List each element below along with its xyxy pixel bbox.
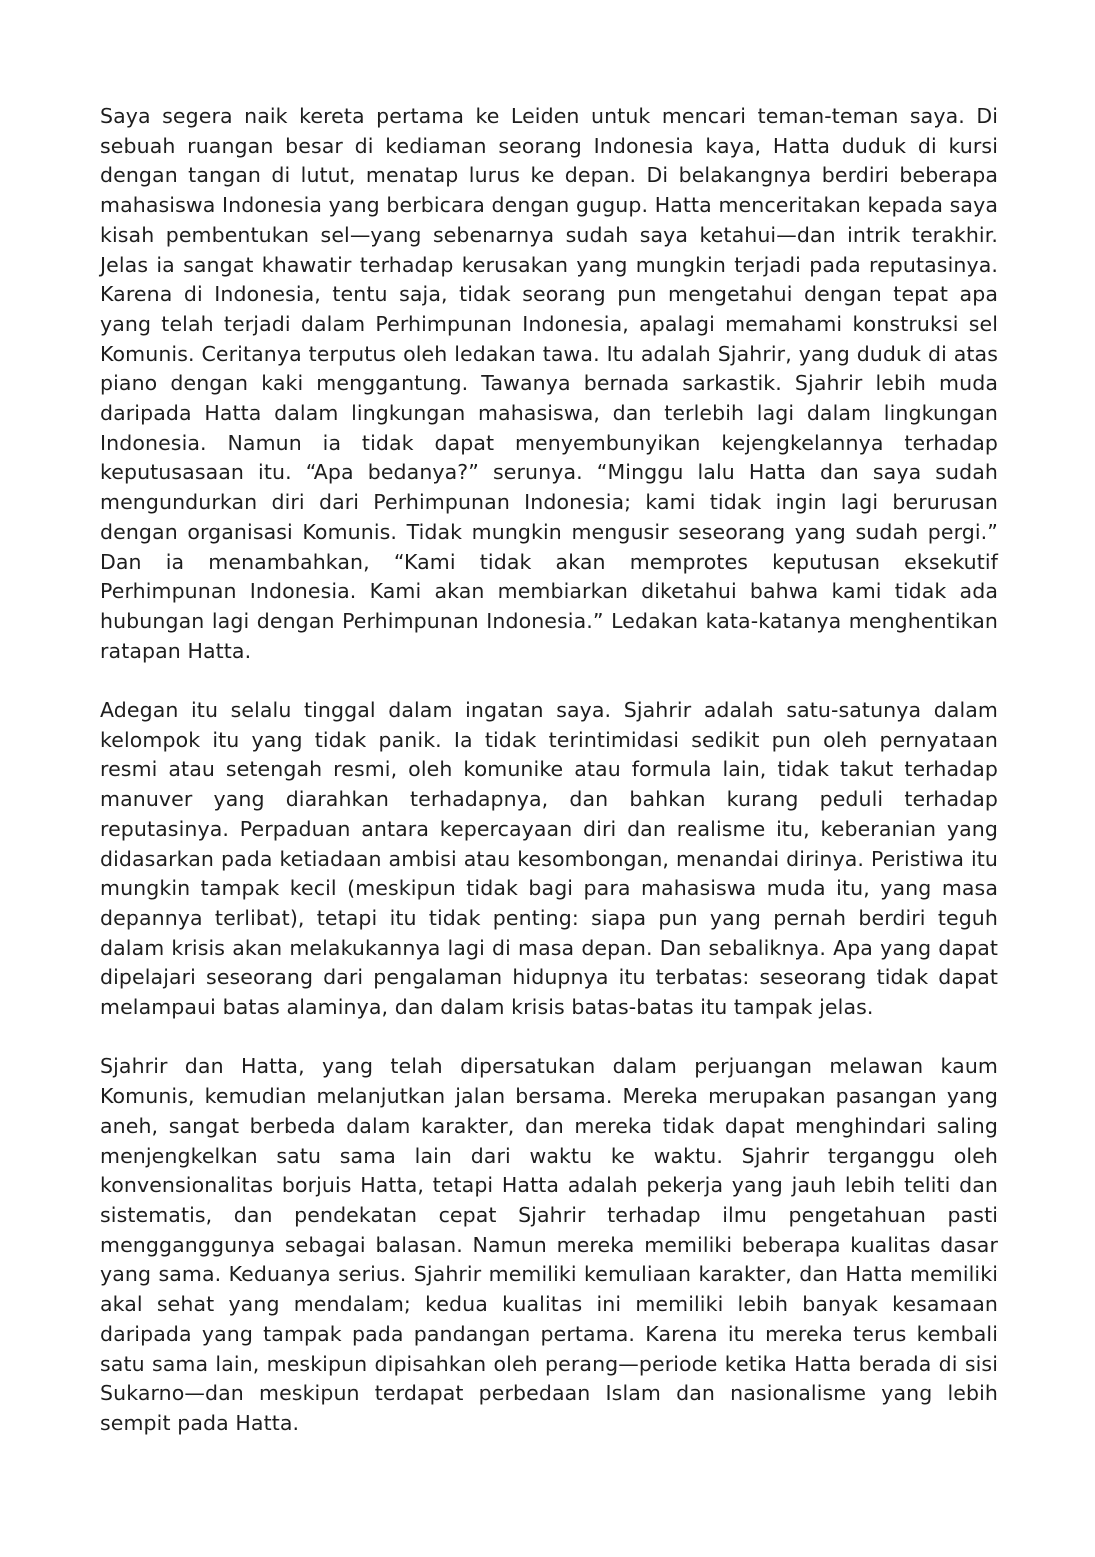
paragraph-3: Sjahrir dan Hatta, yang telah dipersatukan dalam perjuangan melawan kaum Komunis, kemudian melanjutkan jalan bersama. Mereka merupakan pasangan yang aneh, sangat berbeda dalam karakter, dan mereka tidak dapat menghindari saling menjengkelkan satu sama lain dari waktu ke waktu. Sjahrir terganggu oleh konvensionalitas borjuis Hatta, tetapi Hatta adalah pekerja yang jauh lebih teliti dan sistematis, dan pendekatan cepat Sjahrir terhadap ilmu pengetahuan pasti mengganggunya sebagai balasan. Namun mereka memiliki beberapa kualitas dasar yang sama. Keduanya serius. Sjahrir memiliki kemuliaan karakter, dan Hatta memiliki akal sehat yang mendalam; kedua kualitas ini memiliki lebih banyak kesamaan daripada yang tampak pada pandangan pertama. Karena itu mereka terus kembali satu sama lain, meskipun dipisahkan oleh perang—periode ketika Hatta berada di sisi Sukarno—dan meskipun terdapat perbedaan Islam dan nasionalisme yang lebih sempit pada Hatta.	[100, 1054, 998, 1435]
document-page	[100, 102, 998, 1468]
paragraph-1: Saya segera naik kereta pertama ke Leiden untuk mencari teman-teman saya. Di sebuah ruangan besar di kediaman seorang Indonesia kaya, Hatta duduk di kursi dengan tangan di lutut, menatap lurus ke depan. Di belakangnya berdiri beberapa mahasiswa Indonesia yang berbicara dengan gugup. Hatta menceritakan kepada saya kisah pembentukan sel—yang sebenarnya sudah saya ketahui—dan intrik terakhir. Jelas ia sangat khawatir terhadap kerusakan yang mungkin terjadi pada reputasinya. Karena di Indonesia, tentu saja, tidak seorang pun mengetahui dengan tepat apa yang telah terjadi dalam Perhimpunan Indonesia, apalagi memahami konstruksi sel Komunis. Ceritanya terputus oleh ledakan tawa. Itu adalah Sjahrir, yang duduk di atas piano dengan kaki menggantung. Tawanya bernada sarkastik. Sjahrir lebih muda daripada Hatta dalam lingkungan mahasiswa, dan terlebih lagi dalam lingkungan Indonesia. Namun ia tidak dapat menyembunyikan kejengkelannya terhadap keputusasaan itu. “Apa bedanya?” serunya. “Minggu lalu Hatta dan saya sudah mengundurkan diri dari Perhimpunan Indonesia; kami tidak ingin lagi berurusan dengan organisasi Komunis. Tidak mungkin mengusir seseorang yang sudah pergi.” Dan ia menambahkan, “Kami tidak akan memprotes keputusan eksekutif Perhimpunan Indonesia. Kami akan membiarkan diketahui bahwa kami tidak ada hubungan lagi dengan Perhimpunan Indonesia.” Ledakan kata-katanya menghentikan ratapan Hatta.	[100, 104, 998, 663]
paragraph-2: Adegan itu selalu tinggal dalam ingatan saya. Sjahrir adalah satu-satunya dalam kelompok itu yang tidak panik. Ia tidak terintimidasi sedikit pun oleh pernyataan resmi atau setengah resmi, oleh komunike atau formula lain, tidak takut terhadap manuver yang diarahkan terhadapnya, dan bahkan kurang peduli terhadap reputasinya. Perpaduan antara kepercayaan diri dan realisme itu, keberanian yang didasarkan pada ketiadaan ambisi atau kesombongan, menandai dirinya. Peristiwa itu mungkin tampak kecil (meskipun tidak bagi para mahasiswa muda itu, yang masa depannya terlibat), tetapi itu tidak penting: siapa pun yang pernah berdiri teguh dalam krisis akan melakukannya lagi di masa depan. Dan sebaliknya. Apa yang dapat dipelajari seseorang dari pengalaman hidupnya itu terbatas: seseorang tidak dapat melampaui batas alaminya, dan dalam krisis batas-batas itu tampak jelas.	[100, 698, 998, 1020]
